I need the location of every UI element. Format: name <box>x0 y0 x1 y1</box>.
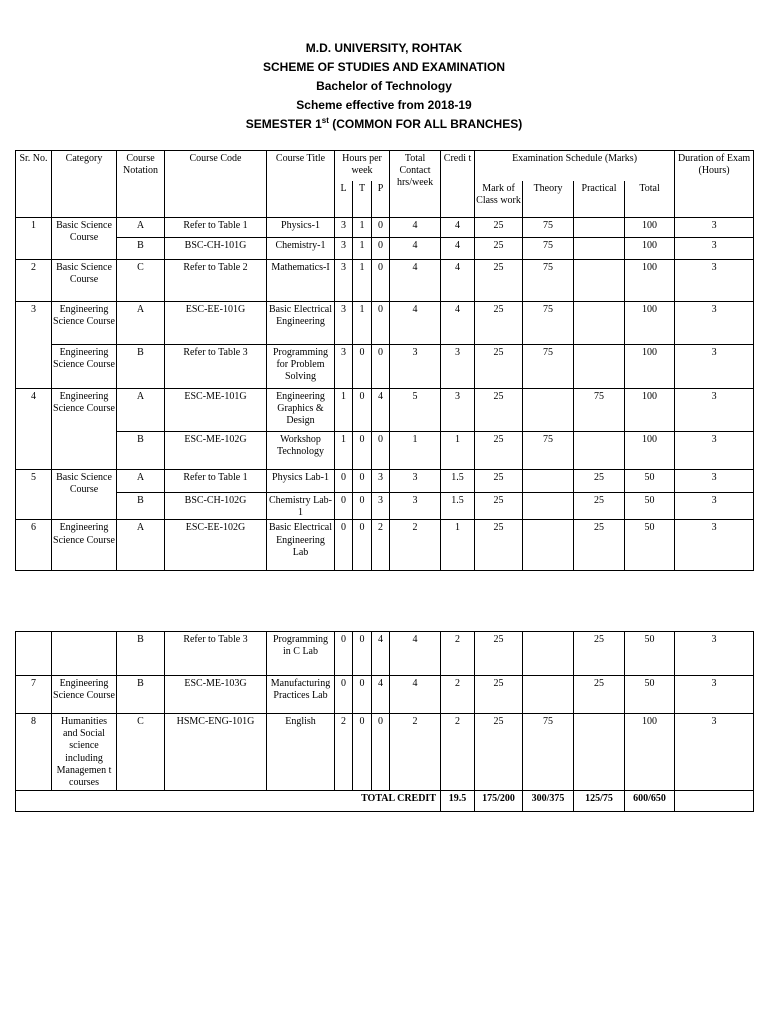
title-cell: Chemistry-1 <box>267 238 335 260</box>
code-cell: BSC-CH-101G <box>165 238 267 260</box>
l-cell: 3 <box>335 302 353 345</box>
semester-ordinal: st <box>321 116 329 125</box>
contact-cell: 3 <box>390 493 441 520</box>
class-work-cell: 25 <box>475 493 523 520</box>
theory-cell: 75 <box>523 238 574 260</box>
table-row <box>16 302 754 345</box>
notation-cell: B <box>117 238 165 260</box>
credit-cell: 4 <box>441 260 475 302</box>
title-cell: Workshop Technology <box>267 432 335 470</box>
theory-cell: 75 <box>523 218 574 238</box>
class-work-cell: 25 <box>475 676 523 714</box>
credit-cell: 4 <box>441 302 475 345</box>
notation-cell: B <box>117 345 165 389</box>
notation-cell: C <box>117 714 165 791</box>
scheme-table-continued <box>15 631 754 812</box>
l-cell: 0 <box>335 676 353 714</box>
title-cell: Chemistry Lab-1 <box>267 493 335 520</box>
p-cell: 0 <box>372 260 390 302</box>
title-cell: Engineering Graphics & Design <box>267 389 335 432</box>
scheme-title: SCHEME OF STUDIES AND EXAMINATION <box>262 60 505 74</box>
notation-cell: B <box>117 432 165 470</box>
col-title: Course Title <box>267 151 335 218</box>
semester-title <box>0 115 768 134</box>
code-cell: HSMC-ENG-101G <box>165 714 267 791</box>
practical-cell <box>574 714 625 791</box>
theory-cell <box>523 520 574 571</box>
contact-cell: 4 <box>390 238 441 260</box>
l-cell: 2 <box>335 714 353 791</box>
theory-cell: 75 <box>523 302 574 345</box>
duration-cell: 3 <box>675 493 754 520</box>
table-row <box>16 714 754 791</box>
t-cell: 0 <box>353 345 372 389</box>
l-cell: 0 <box>335 520 353 571</box>
practical-cell <box>574 432 625 470</box>
code-cell: BSC-CH-102G <box>165 493 267 520</box>
notation-cell: A <box>117 470 165 493</box>
total-cell: 100 <box>625 714 675 791</box>
theory-cell <box>523 676 574 714</box>
title-cell: Physics-1 <box>267 218 335 238</box>
l-cell: 0 <box>335 470 353 493</box>
col-l: L <box>335 181 353 218</box>
total-cell: 100 <box>625 432 675 470</box>
category-cell <box>52 632 117 676</box>
code-cell: Refer to Table 1 <box>165 218 267 238</box>
sr-cell: 4 <box>16 389 52 470</box>
title-cell: English <box>267 714 335 791</box>
title-cell: Mathematics-I <box>267 260 335 302</box>
p-cell: 4 <box>372 676 390 714</box>
class-work-cell: 25 <box>475 345 523 389</box>
practical-cell: 25 <box>574 676 625 714</box>
col-category: Category <box>52 151 117 218</box>
col-contact: Total Contact hrs/week <box>390 151 441 218</box>
category-cell: Humanities and Social science including Managemen t courses <box>52 714 117 791</box>
credit-cell: 1 <box>441 432 475 470</box>
col-credit: Credi t <box>441 151 475 218</box>
table-row <box>16 345 754 389</box>
contact-cell: 2 <box>390 520 441 571</box>
table-row <box>16 218 754 238</box>
practical-cell: 25 <box>574 632 625 676</box>
code-cell: Refer to Table 1 <box>165 470 267 493</box>
l-cell: 1 <box>335 389 353 432</box>
total-cell: 50 <box>625 520 675 571</box>
l-cell: 0 <box>335 632 353 676</box>
total-marks: 600/650 <box>625 791 675 812</box>
duration-cell: 3 <box>675 389 754 432</box>
notation-cell: A <box>117 520 165 571</box>
contact-cell: 4 <box>390 260 441 302</box>
theory-cell <box>523 389 574 432</box>
sr-cell: 8 <box>16 714 52 791</box>
total-credit-label: TOTAL CREDIT <box>16 791 441 812</box>
contact-cell: 4 <box>390 302 441 345</box>
table-row <box>16 520 754 571</box>
title-cell: Programming for Problem Solving <box>267 345 335 389</box>
title-cell: Manufacturing Practices Lab <box>267 676 335 714</box>
duration-cell: 3 <box>675 218 754 238</box>
col-code: Course Code <box>165 151 267 218</box>
sr-cell: 1 <box>16 218 52 260</box>
notation-cell: B <box>117 493 165 520</box>
l-cell: 3 <box>335 345 353 389</box>
code-cell: ESC-ME-102G <box>165 432 267 470</box>
sr-cell: 6 <box>16 520 52 571</box>
col-notation: Course Notation <box>117 151 165 218</box>
credit-cell: 3 <box>441 389 475 432</box>
col-practical: Practical <box>574 181 625 218</box>
contact-cell: 3 <box>390 470 441 493</box>
p-cell: 0 <box>372 218 390 238</box>
total-practical: 125/75 <box>574 791 625 812</box>
practical-cell <box>574 345 625 389</box>
total-credit-value: 19.5 <box>441 791 475 812</box>
total-cell: 100 <box>625 302 675 345</box>
contact-cell: 4 <box>390 632 441 676</box>
t-cell: 0 <box>353 493 372 520</box>
duration-cell: 3 <box>675 714 754 791</box>
university-title: M.D. UNIVERSITY, ROHTAK <box>305 41 463 55</box>
credit-cell: 3 <box>441 345 475 389</box>
col-p: P <box>372 181 390 218</box>
category-cell: Basic Science Course <box>52 470 117 520</box>
category-cell: Engineering Science Course <box>52 520 117 571</box>
code-cell: ESC-ME-101G <box>165 389 267 432</box>
category-cell: Engineering Science Course <box>52 676 117 714</box>
duration-cell: 3 <box>675 238 754 260</box>
p-cell: 3 <box>372 470 390 493</box>
credit-cell: 4 <box>441 218 475 238</box>
total-cell: 50 <box>625 470 675 493</box>
class-work-cell: 25 <box>475 714 523 791</box>
col-duration: Duration of Exam (Hours) <box>675 151 754 218</box>
col-t: T <box>353 181 372 218</box>
col-class-work: Mark of Class work <box>475 181 523 218</box>
credit-cell: 2 <box>441 676 475 714</box>
total-credit-row <box>16 791 754 812</box>
class-work-cell: 25 <box>475 520 523 571</box>
sr-cell: 3 <box>16 302 52 389</box>
table-row <box>16 676 754 714</box>
total-cell: 100 <box>625 345 675 389</box>
col-hours: Hours per week <box>335 151 390 181</box>
practical-cell: 25 <box>574 493 625 520</box>
credit-cell: 2 <box>441 714 475 791</box>
credit-cell: 1.5 <box>441 493 475 520</box>
p-cell: 0 <box>372 302 390 345</box>
p-cell: 0 <box>372 345 390 389</box>
l-cell: 3 <box>335 218 353 238</box>
category-cell: Engineering Science Course <box>52 345 117 389</box>
total-duration-empty <box>675 791 754 812</box>
practical-cell: 25 <box>574 520 625 571</box>
duration-cell: 3 <box>675 345 754 389</box>
table-row <box>16 389 754 432</box>
practical-cell <box>574 238 625 260</box>
practical-cell <box>574 260 625 302</box>
category-cell: Engineering Science Course <box>52 302 117 345</box>
total-cell: 100 <box>625 260 675 302</box>
duration-cell: 3 <box>675 260 754 302</box>
class-work-cell: 25 <box>475 218 523 238</box>
col-total: Total <box>625 181 675 218</box>
code-cell: Refer to Table 3 <box>165 345 267 389</box>
total-cell: 50 <box>625 632 675 676</box>
notation-cell: A <box>117 218 165 238</box>
credit-cell: 2 <box>441 632 475 676</box>
t-cell: 0 <box>353 432 372 470</box>
notation-cell: B <box>117 676 165 714</box>
l-cell: 3 <box>335 238 353 260</box>
l-cell: 3 <box>335 260 353 302</box>
sr-cell: 7 <box>16 676 52 714</box>
credit-cell: 4 <box>441 238 475 260</box>
class-work-cell: 25 <box>475 470 523 493</box>
theory-cell <box>523 632 574 676</box>
p-cell: 2 <box>372 520 390 571</box>
code-cell: ESC-EE-101G <box>165 302 267 345</box>
table-row <box>16 493 754 520</box>
col-sr: Sr. No. <box>16 151 52 218</box>
t-cell: 0 <box>353 676 372 714</box>
scheme-table <box>15 150 754 571</box>
theory-cell: 75 <box>523 345 574 389</box>
theory-cell <box>523 493 574 520</box>
t-cell: 0 <box>353 520 372 571</box>
col-exam: Examination Schedule (Marks) <box>475 151 675 181</box>
class-work-cell: 25 <box>475 260 523 302</box>
p-cell: 4 <box>372 632 390 676</box>
credit-cell: 1.5 <box>441 470 475 493</box>
theory-cell: 75 <box>523 432 574 470</box>
p-cell: 0 <box>372 432 390 470</box>
total-cell: 50 <box>625 676 675 714</box>
practical-cell <box>574 218 625 238</box>
practical-cell: 75 <box>574 389 625 432</box>
table-row <box>16 238 754 260</box>
total-cell: 100 <box>625 238 675 260</box>
title-cell: Programming in C Lab <box>267 632 335 676</box>
theory-cell: 75 <box>523 714 574 791</box>
title-cell: Basic Electrical Engineering <box>267 302 335 345</box>
duration-cell: 3 <box>675 432 754 470</box>
t-cell: 1 <box>353 218 372 238</box>
notation-cell: A <box>117 302 165 345</box>
duration-cell: 3 <box>675 520 754 571</box>
class-work-cell: 25 <box>475 432 523 470</box>
t-cell: 1 <box>353 238 372 260</box>
col-theory: Theory <box>523 181 574 218</box>
notation-cell: C <box>117 260 165 302</box>
sr-cell: 2 <box>16 260 52 302</box>
semester-note: (COMMON FOR ALL BRANCHES) <box>328 117 523 131</box>
theory-cell <box>523 470 574 493</box>
theory-cell: 75 <box>523 260 574 302</box>
t-cell: 1 <box>353 302 372 345</box>
code-cell: Refer to Table 3 <box>165 632 267 676</box>
sr-cell: 5 <box>16 470 52 520</box>
category-cell: Basic Science Course <box>52 260 117 302</box>
practical-cell <box>574 302 625 345</box>
t-cell: 0 <box>353 389 372 432</box>
code-cell: Refer to Table 2 <box>165 260 267 302</box>
title-cell: Physics Lab-1 <box>267 470 335 493</box>
degree-title: Bachelor of Technology <box>316 79 452 93</box>
practical-cell: 25 <box>574 470 625 493</box>
header-row <box>16 151 754 181</box>
contact-cell: 1 <box>390 432 441 470</box>
total-cell: 100 <box>625 218 675 238</box>
duration-cell: 3 <box>675 302 754 345</box>
code-cell: ESC-ME-103G <box>165 676 267 714</box>
total-class-work: 175/200 <box>475 791 523 812</box>
p-cell: 3 <box>372 493 390 520</box>
code-cell: ESC-EE-102G <box>165 520 267 571</box>
total-theory: 300/375 <box>523 791 574 812</box>
category-cell: Basic Science Course <box>52 218 117 260</box>
effective-year: Scheme effective from 2018-19 <box>296 98 472 112</box>
credit-cell: 1 <box>441 520 475 571</box>
sr-cell <box>16 632 52 676</box>
contact-cell: 2 <box>390 714 441 791</box>
t-cell: 0 <box>353 470 372 493</box>
duration-cell: 3 <box>675 470 754 493</box>
t-cell: 0 <box>353 632 372 676</box>
class-work-cell: 25 <box>475 238 523 260</box>
title-cell: Basic Electrical Engineering Lab <box>267 520 335 571</box>
contact-cell: 4 <box>390 676 441 714</box>
duration-cell: 3 <box>675 632 754 676</box>
t-cell: 0 <box>353 714 372 791</box>
class-work-cell: 25 <box>475 389 523 432</box>
class-work-cell: 25 <box>475 302 523 345</box>
class-work-cell: 25 <box>475 632 523 676</box>
p-cell: 0 <box>372 238 390 260</box>
notation-cell: B <box>117 632 165 676</box>
contact-cell: 3 <box>390 345 441 389</box>
l-cell: 1 <box>335 432 353 470</box>
table-row <box>16 260 754 302</box>
contact-cell: 5 <box>390 389 441 432</box>
p-cell: 4 <box>372 389 390 432</box>
contact-cell: 4 <box>390 218 441 238</box>
t-cell: 1 <box>353 260 372 302</box>
table-row <box>16 632 754 676</box>
duration-cell: 3 <box>675 676 754 714</box>
category-cell: Engineering Science Course <box>52 389 117 470</box>
table-row <box>16 432 754 470</box>
l-cell: 0 <box>335 493 353 520</box>
total-cell: 50 <box>625 493 675 520</box>
table-row <box>16 470 754 493</box>
notation-cell: A <box>117 389 165 432</box>
p-cell: 0 <box>372 714 390 791</box>
semester-label: SEMESTER 1 <box>245 117 322 131</box>
total-cell: 100 <box>625 389 675 432</box>
